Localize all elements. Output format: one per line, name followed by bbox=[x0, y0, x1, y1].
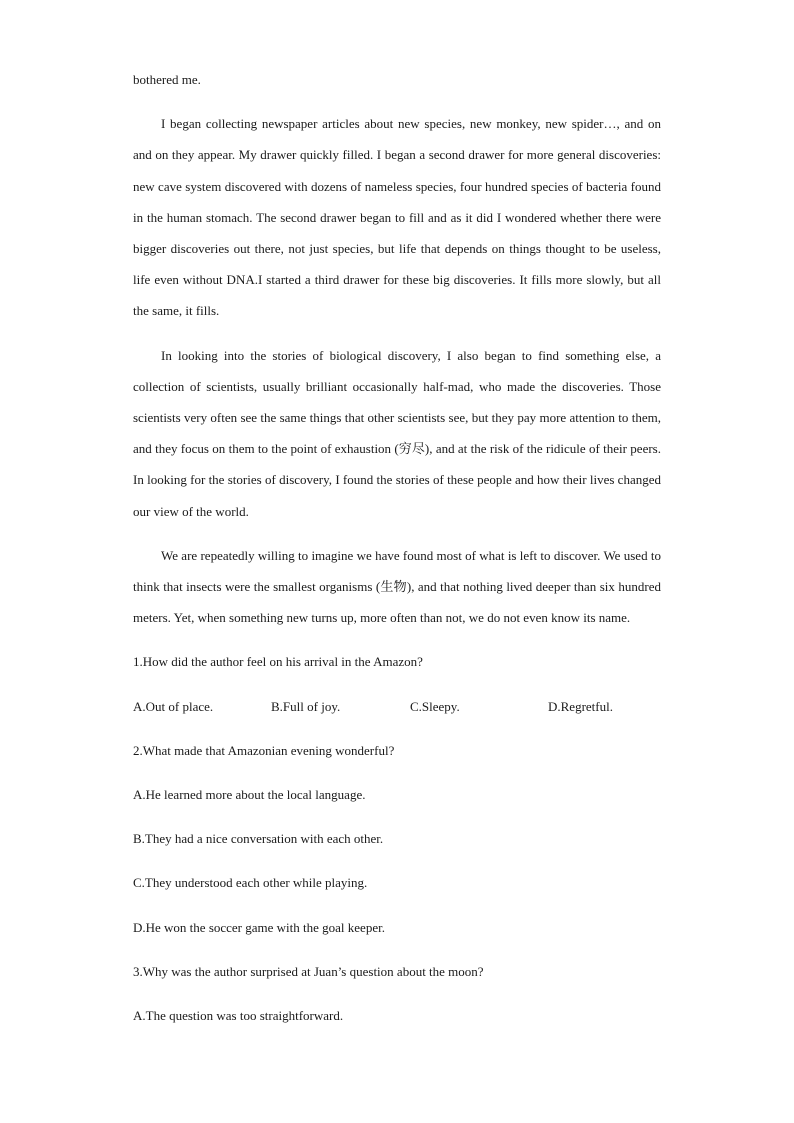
question-2-option-b: B.They had a nice conversation with each other. bbox=[133, 831, 384, 847]
question-2-option-a: A.He learned more about the local language. bbox=[133, 787, 366, 803]
question-1-stem: 1.How did the author feel on his arrival in the Amazon? bbox=[133, 654, 423, 670]
document-content bbox=[133, 64, 661, 1031]
question-3-option-a: A.The question was too straightforward. bbox=[133, 1008, 344, 1024]
question-3-stem: 3.Why was the author surprised at Juan’s question about the moon? bbox=[133, 963, 484, 979]
passage-paragraph-1: I began collecting newspaper articles about new species, new monkey, new spider…, and on and on they appear. My drawer quickly filled. I began a second drawer for more general discoveries: new cave system discovered with dozens of nameless species, four hundred species of bacteria found in the human stomach. The second drawer began to fill and as it did I wondered whether there were bigger discoveries out there, not just species, but life that depends on things thought to be useless, life even without DNA.I started a third drawer for these big discoveries. It fills more slowly, but all the same, it fills. bbox=[133, 116, 661, 319]
question-2-option-d: D.He won the soccer game with the goal keeper. bbox=[133, 919, 385, 935]
question-1-options bbox=[133, 691, 661, 722]
question-2-option-c: C.They understood each other while playing. bbox=[133, 875, 368, 891]
question-2-stem: 2.What made that Amazonian evening wonderful? bbox=[133, 742, 395, 758]
question-1-option-d: D.Regretful. bbox=[548, 698, 613, 714]
question-1-option-b: B.Full of joy. bbox=[271, 698, 341, 714]
passage-paragraph-2: In looking into the stories of biological discovery, I also began to find something else, a collection of scientists, usually brilliant occasionally half-mad, who made the discoveries. Those scientists very often see the same things that other scientists see, but they pay more attention to them, and they focus on them to the point of exhaustion (穷尽), and at the risk of the ridicule of their peers. In looking for the stories of discovery, I found the stories of these people and how their lives changed our view of the world. bbox=[133, 347, 661, 519]
question-1-option-a: A.Out of place. bbox=[133, 698, 214, 714]
passage-paragraph-3: We are repeatedly willing to imagine we have found most of what is left to discover. We used to think that insects were the smallest organisms (生物), and that nothing lived deeper than six hundred meters. Yet, when something new turns up, more often than not, we do not even know its name. bbox=[133, 547, 661, 626]
passage-paragraph-continuation: bothered me. bbox=[133, 72, 201, 87]
question-1-option-c: C.Sleepy. bbox=[410, 698, 460, 714]
